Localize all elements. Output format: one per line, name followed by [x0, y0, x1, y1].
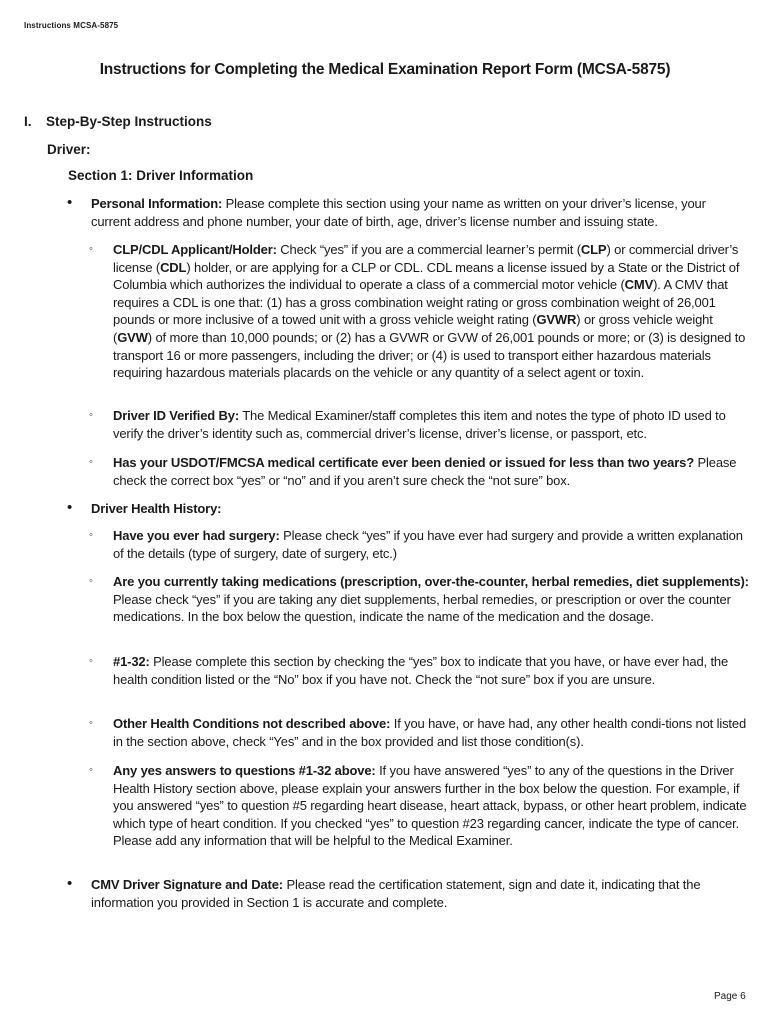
circle-marker: ◦ [89, 529, 93, 541]
item-lead: Have you ever had surgery: [113, 528, 280, 543]
circle-marker: ◦ [89, 575, 93, 587]
item-lead: #1-32: [113, 654, 150, 669]
subbullet-clp-cdl [89, 241, 749, 382]
abbr-gvw: GVW [117, 329, 148, 345]
bullet-signature [67, 875, 743, 911]
item-lead: Has your USDOT/FMCSA medical certificate ever been denied or issued for less than two years? [113, 455, 695, 470]
page-number: Page 6 [714, 991, 746, 1002]
subbullet-medications [89, 573, 749, 626]
circle-marker: ◦ [89, 717, 93, 729]
section1-heading: Section 1: Driver Information [68, 168, 254, 183]
section-i-heading [24, 114, 212, 129]
circle-marker: ◦ [89, 655, 93, 667]
circle-marker: ◦ [89, 764, 93, 776]
section-label: Step-By-Step Instructions [46, 114, 212, 129]
item-text: ). A CMV that requires a CDL is one that: (1) has a gross combination weight rating or gross combination weight of 26,001 pounds or more inclusive of a towed unit with a gross vehicle weight rating ( [113, 277, 728, 328]
item-lead: Are you currently taking medications (prescription, over-the-counter, herbal remedies, diet supplements): [113, 574, 749, 589]
subbullet-other-conditions [89, 715, 749, 750]
bullet-personal-information [67, 194, 743, 230]
circle-marker: ◦ [89, 409, 93, 421]
subbullet-usdot [89, 454, 749, 489]
driver-label: Driver: [47, 142, 91, 157]
bullet-health-history [67, 499, 743, 518]
section-number: I. [24, 114, 32, 129]
item-text: The Medical Examiner/staff completes this item and notes the type of photo ID used to verify the driver’s identity such as, commercial driver’s license, driver’s license, or passport, etc. [113, 408, 726, 441]
bullet-marker: • [67, 499, 73, 516]
abbr-cdl: CDL [160, 259, 187, 275]
item-text: ) or commercial driver’s license ( [113, 242, 739, 275]
item-text: ) holder, or are applying for a CLP or CDL. CDL means a license issued by a State or the District of Columbia which authorizes the individual to operate a class of a commercial motor vehicle ( [113, 259, 740, 293]
circle-marker: ◦ [89, 456, 93, 468]
item-text: Please check “yes” if you are taking any diet supplements, herbal remedies, or prescription or over the counter medications. In the box below the question, indicate the name of the medication and the dosage. [113, 591, 731, 625]
item-lead: CMV Driver Signature and Date: [91, 877, 283, 892]
page-title: Instructions for Completing the Medical Examination Report Form (MCSA-5875) [99, 61, 671, 78]
bullet-marker: • [67, 194, 73, 211]
item-text: Check “yes” if you are a commercial learner’s permit ( [276, 242, 581, 257]
item-lead: Driver ID Verified By: [113, 408, 240, 423]
abbr-cmv: CMV [624, 277, 654, 293]
item-lead: Personal Information: [91, 196, 223, 211]
item-text: Please check the correct box “yes” or “no” and if you aren’t sure check the “not sure” box. [113, 455, 737, 488]
item-text: Please complete this section using your name as written on your driver’s license, your current address and phone number, your date of birth, age, driver’s license number and issuing state. [91, 196, 706, 229]
subbullet-surgery [89, 527, 749, 562]
item-text: If you have answered “yes” to any of the questions in the Driver Health History section above, please explain your answers further in the box below the question. For example, if you answered “yes” to question #5 regarding heart disease, heart attack, bypass, or other heart problem, indicate which type of heart condition. If you checked “yes” to question #23 regarding cancer, indicate the type of cancer. Please add any information that will be helpful to the Medical Examiner. [113, 763, 747, 849]
item-lead: CLP/CDL Applicant/Holder: [113, 242, 277, 257]
item-text: ) of more than 10,000 pounds; or (2) has a GVWR or GVW of 26,001 pounds or more; or (3) is designed to transport 16 or more passengers, including the driver; or (4) is used to transport either hazardous materials requiring hazardous materials placards on the vehicle or any quantity of a select agent or toxin. [113, 329, 746, 381]
abbr-clp: CLP [580, 242, 607, 257]
subbullet-questions-1-32 [89, 653, 749, 688]
item-lead: Other Health Conditions not described above: [113, 716, 391, 731]
item-text: Please read the certification statement, sign and date it, indicating that the information you provided in Section 1 is accurate and complete. [91, 877, 701, 910]
circle-marker: ◦ [89, 243, 93, 255]
header-code: Instructions MCSA-5875 [24, 21, 119, 30]
subbullet-yes-answers [89, 762, 749, 850]
item-lead: Driver Health History: [91, 501, 222, 516]
item-text: Please check “yes” if you have ever had surgery and provide a written explanation of the details (type of surgery, date of surgery, etc.) [113, 528, 743, 561]
abbr-gvwr: GVWR [536, 312, 577, 328]
item-lead: Any yes answers to questions #1-32 above: [113, 763, 376, 778]
subbullet-driver-id [89, 407, 749, 442]
item-text: If you have, or have had, any other health condi-tions not listed in the section above, check “Yes” and in the box provided and list those condition(s). [113, 716, 747, 749]
item-text: Please complete this section by checking the “yes” box to indicate that you have, or have ever had, the health condition listed or the “No” box if you have not. Check the “not sure” box if you are unsure. [113, 654, 729, 687]
item-text: ) or gross vehicle weight ( [113, 312, 713, 345]
bullet-marker: • [67, 875, 73, 892]
